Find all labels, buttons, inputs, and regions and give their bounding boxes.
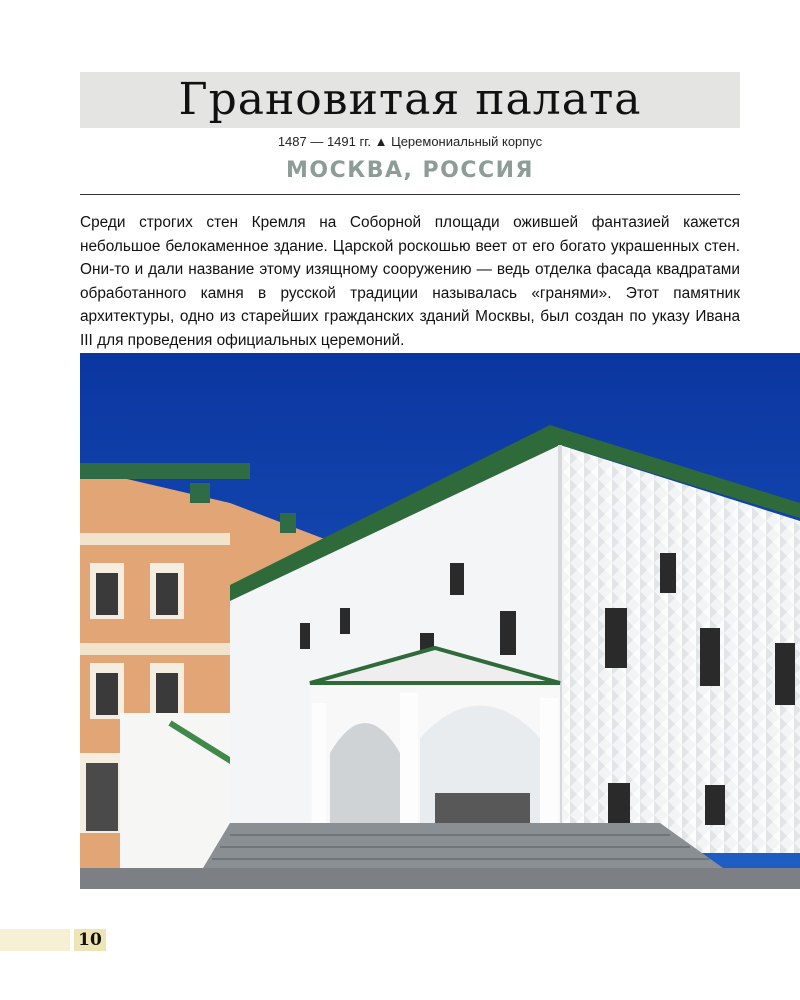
pavement (80, 868, 800, 889)
title-band (80, 72, 740, 128)
page-tab-strip (0, 929, 70, 951)
divider-rule (80, 194, 740, 195)
location-heading: МОСКВА, РОССИЯ (285, 158, 534, 183)
page-number: 10 (74, 929, 106, 951)
palace-photo (80, 353, 800, 889)
subtitle-dates: 1487 — 1491 гг. ▲ Церемониальный корпус (277, 134, 543, 149)
body-paragraph: Среди строгих стен Кремля на Соборной площади ожившей фантазией кажется небольшое белокаменное здание. Царской роскошью веет от его богато украшенных стен. Они-то и дали название этому изящному сооружению — ведь отделка фасада квадратами обработанного камня в русской традиции называлась «гранями». Этот памятник архитектуры, одно из старейших гражданских зданий Москвы, был создан по указу Ивана III для проведения официальных церемоний. (80, 214, 740, 349)
page-title: Грановитая палата (178, 74, 642, 125)
